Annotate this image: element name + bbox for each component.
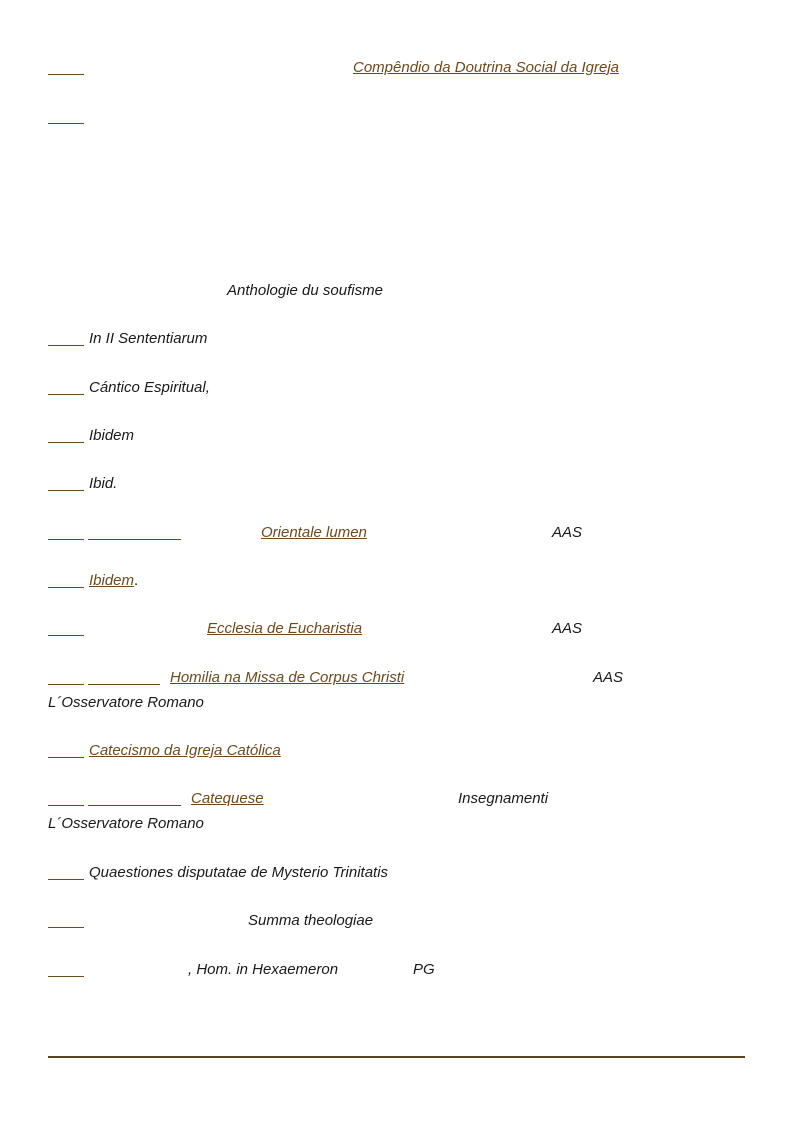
footnote-marker	[48, 539, 84, 540]
sententiarum-title: In II Sententiarum	[89, 330, 208, 347]
footnote-marker	[48, 490, 84, 491]
anthologie-title: Anthologie du soufisme	[227, 282, 383, 299]
footnote-marker	[48, 635, 84, 636]
ibidem-link[interactable]: Ibidem	[89, 572, 135, 589]
osservatore-title: L´Osservatore Romano	[48, 694, 204, 711]
footnote-marker	[48, 442, 84, 443]
osservatore-title: L´Osservatore Romano	[48, 815, 204, 832]
footnote-marker	[48, 345, 84, 346]
author-blank	[88, 684, 160, 685]
ibidem-entry	[89, 572, 138, 590]
aas-label: AAS	[552, 524, 583, 541]
footer-rule	[48, 1056, 745, 1058]
footnote-marker	[48, 123, 84, 124]
footnote-marker	[48, 927, 84, 928]
catequese-link[interactable]: Catequese	[191, 790, 264, 807]
compendio-link[interactable]: Compêndio da Doutrina Social da Igreja	[353, 59, 619, 76]
summa-title: Summa theologiae	[248, 912, 374, 929]
insegnamenti-label: Insegnamenti	[458, 790, 549, 807]
ecclesia-link[interactable]: Ecclesia de Eucharistia	[207, 620, 363, 637]
homilia-link[interactable]: Homilia na Missa de Corpus Christi	[170, 669, 405, 686]
quaestiones-title: Quaestiones disputatae de Mysterio Trinitatis	[89, 864, 389, 881]
footnote-marker	[48, 74, 84, 75]
ibidem-text: Ibidem	[89, 427, 135, 444]
cantico-title: Cántico Espiritual,	[89, 379, 210, 396]
aas-label: AAS	[593, 669, 624, 686]
footnote-marker	[48, 587, 84, 588]
catecismo-link[interactable]: Catecismo da Igreja Católica	[89, 742, 281, 759]
pg-label: PG	[413, 961, 435, 978]
footnote-marker	[48, 805, 84, 806]
ibid-text: Ibid.	[89, 475, 118, 492]
footnote-marker	[48, 684, 84, 685]
author-blank	[88, 539, 181, 540]
footnote-marker	[48, 394, 84, 395]
orientale-lumen-link[interactable]: Orientale lumen	[261, 524, 367, 541]
author-blank	[88, 805, 181, 806]
footnote-marker	[48, 879, 84, 880]
footnote-marker	[48, 757, 84, 758]
footnote-marker	[48, 976, 84, 977]
ibidem-period: .	[134, 572, 139, 589]
aas-label: AAS	[552, 620, 583, 637]
hexaemeron-title: , Hom. in Hexaemeron	[188, 961, 339, 978]
